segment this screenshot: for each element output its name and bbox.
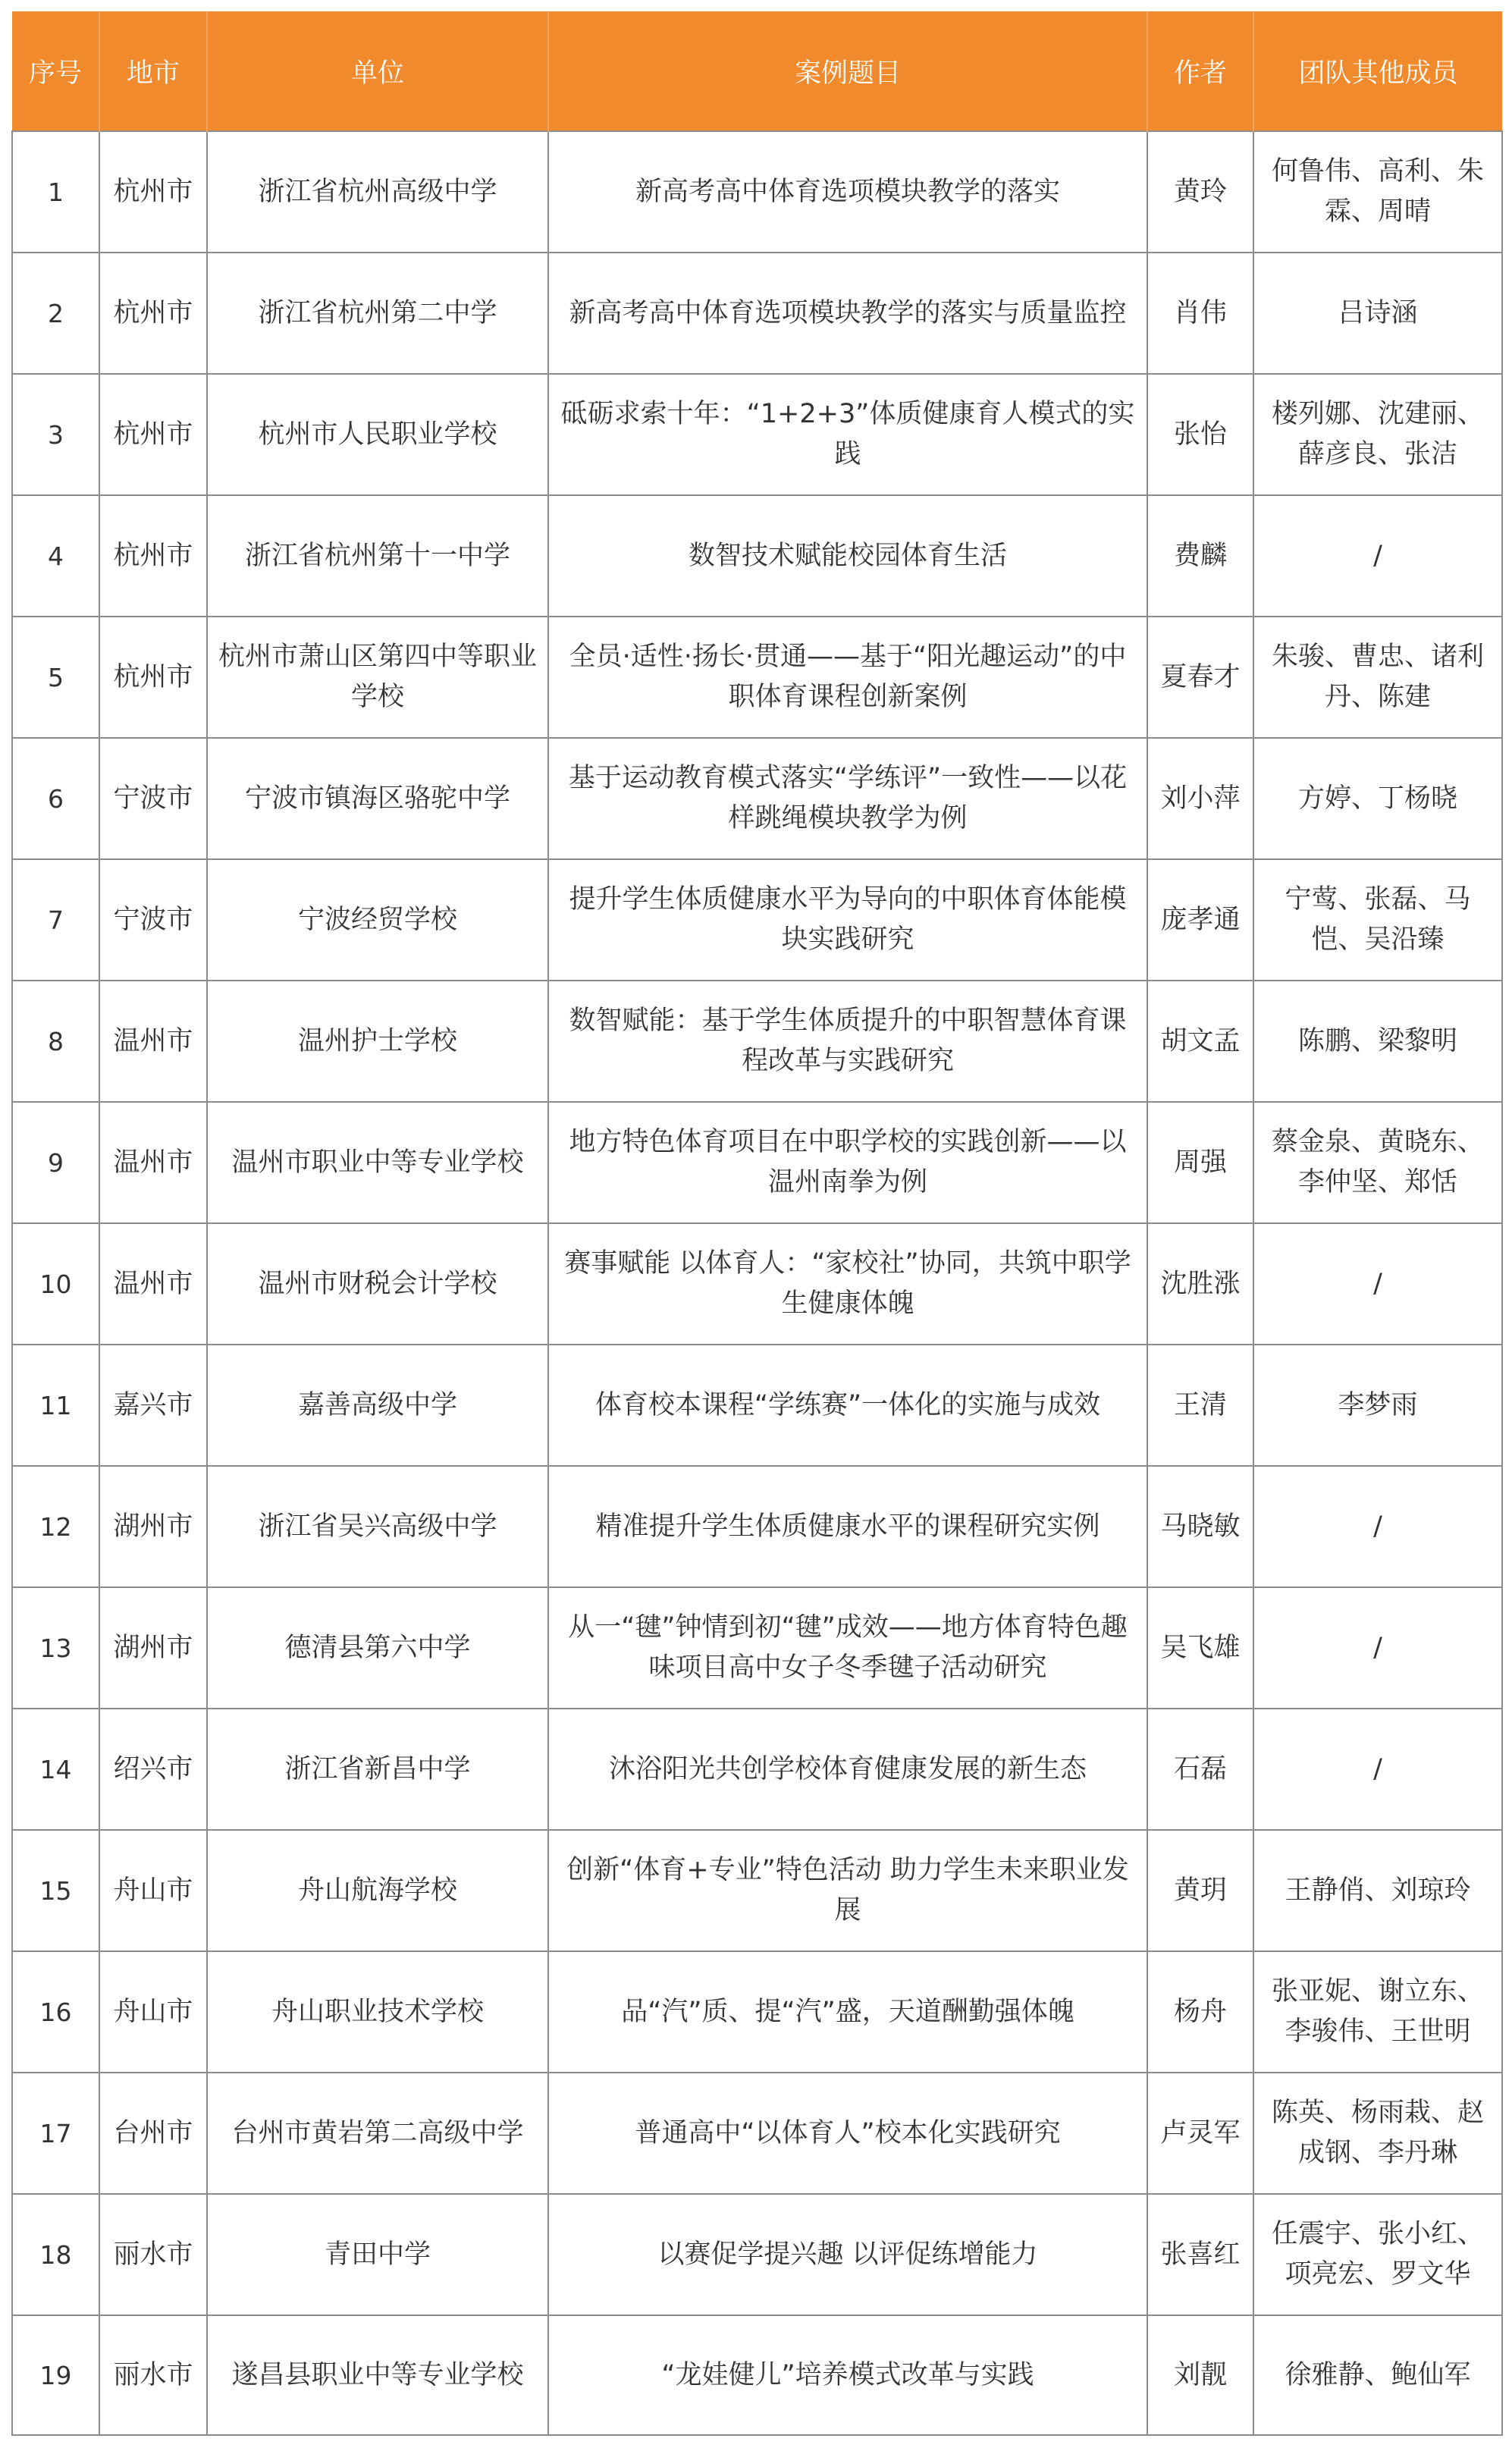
cell-author: 刘靓 bbox=[1147, 2315, 1253, 2435]
table-row bbox=[12, 2194, 1502, 2315]
cell-unit: 温州市职业中等专业学校 bbox=[207, 1102, 548, 1223]
cell-no: 5 bbox=[12, 617, 99, 738]
cell-city: 舟山市 bbox=[99, 1951, 207, 2073]
cell-unit: 嘉善高级中学 bbox=[207, 1345, 548, 1466]
cell-unit: 青田中学 bbox=[207, 2194, 548, 2315]
cell-city: 杭州市 bbox=[99, 131, 207, 253]
cell-no: 8 bbox=[12, 981, 99, 1102]
cell-unit: 温州市财税会计学校 bbox=[207, 1223, 548, 1345]
cell-unit: 杭州市萧山区第四中等职业学校 bbox=[207, 617, 548, 738]
cell-title: 赛事赋能 以体育人：“家校社”协同，共筑中职学生健康体魄 bbox=[548, 1223, 1147, 1345]
cell-unit: 杭州市人民职业学校 bbox=[207, 374, 548, 495]
cell-title: 基于运动教育模式落实“学练评”一致性——以花样跳绳模块教学为例 bbox=[548, 738, 1147, 859]
cell-title: 新高考高中体育选项模块教学的落实与质量监控 bbox=[548, 253, 1147, 374]
table-row bbox=[12, 1587, 1502, 1709]
cell-no: 16 bbox=[12, 1951, 99, 2073]
cell-title: 创新“体育+专业”特色活动 助力学生未来职业发展 bbox=[548, 1830, 1147, 1951]
case-list-table bbox=[11, 11, 1503, 2436]
cell-city: 温州市 bbox=[99, 1102, 207, 1223]
cell-title: 从一“毽”钟情到初“毽”成效——地方体育特色趣味项目高中女子冬季毽子活动研究 bbox=[548, 1587, 1147, 1709]
cell-unit: 遂昌县职业中等专业学校 bbox=[207, 2315, 548, 2435]
cell-unit: 宁波经贸学校 bbox=[207, 859, 548, 981]
cell-author: 马晓敏 bbox=[1147, 1466, 1253, 1587]
cell-title: 沐浴阳光共创学校体育健康发展的新生态 bbox=[548, 1709, 1147, 1830]
cell-no: 19 bbox=[12, 2315, 99, 2435]
cell-city: 温州市 bbox=[99, 1223, 207, 1345]
cell-team: 蔡金泉、黄晓东、李仲坚、郑恬 bbox=[1253, 1102, 1502, 1223]
cell-no: 9 bbox=[12, 1102, 99, 1223]
cell-team: 朱骏、曹忠、诸利丹、陈建 bbox=[1253, 617, 1502, 738]
cell-author: 夏春才 bbox=[1147, 617, 1253, 738]
cell-title: 数智赋能：基于学生体质提升的中职智慧体育课程改革与实践研究 bbox=[548, 981, 1147, 1102]
table-row bbox=[12, 495, 1502, 617]
cell-title: 全员·适性·扬长·贯通——基于“阳光趣运动”的中职体育课程创新案例 bbox=[548, 617, 1147, 738]
table-row bbox=[12, 374, 1502, 495]
cell-city: 丽水市 bbox=[99, 2315, 207, 2435]
case-list-table-container bbox=[11, 11, 1501, 2436]
cell-unit: 浙江省杭州第十一中学 bbox=[207, 495, 548, 617]
cell-title: 数智技术赋能校园体育生活 bbox=[548, 495, 1147, 617]
cell-team: / bbox=[1253, 1466, 1502, 1587]
cell-title: 精准提升学生体质健康水平的课程研究实例 bbox=[548, 1466, 1147, 1587]
table-row bbox=[12, 617, 1502, 738]
cell-team: 宁莺、张磊、马恺、吴沿臻 bbox=[1253, 859, 1502, 981]
cell-unit: 浙江省杭州第二中学 bbox=[207, 253, 548, 374]
cell-team: 王静俏、刘琼玲 bbox=[1253, 1830, 1502, 1951]
cell-title: 以赛促学提兴趣 以评促练增能力 bbox=[548, 2194, 1147, 2315]
cell-city: 丽水市 bbox=[99, 2194, 207, 2315]
cell-no: 4 bbox=[12, 495, 99, 617]
cell-team: / bbox=[1253, 1223, 1502, 1345]
cell-city: 舟山市 bbox=[99, 1830, 207, 1951]
cell-unit: 浙江省吴兴高级中学 bbox=[207, 1466, 548, 1587]
cell-city: 杭州市 bbox=[99, 253, 207, 374]
cell-team: / bbox=[1253, 1709, 1502, 1830]
cell-author: 卢灵军 bbox=[1147, 2073, 1253, 2194]
cell-author: 肖伟 bbox=[1147, 253, 1253, 374]
header-team: 团队其他成员 bbox=[1253, 11, 1502, 131]
header-row bbox=[12, 11, 1502, 131]
cell-unit: 台州市黄岩第二高级中学 bbox=[207, 2073, 548, 2194]
cell-unit: 德清县第六中学 bbox=[207, 1587, 548, 1709]
cell-title: 提升学生体质健康水平为导向的中职体育体能模块实践研究 bbox=[548, 859, 1147, 981]
cell-team: 楼列娜、沈建丽、薛彦良、张洁 bbox=[1253, 374, 1502, 495]
cell-no: 3 bbox=[12, 374, 99, 495]
cell-title: 体育校本课程“学练赛”一体化的实施与成效 bbox=[548, 1345, 1147, 1466]
cell-team: 张亚妮、谢立东、李骏伟、王世明 bbox=[1253, 1951, 1502, 2073]
table-row bbox=[12, 253, 1502, 374]
cell-no: 6 bbox=[12, 738, 99, 859]
header-title: 案例题目 bbox=[548, 11, 1147, 131]
table-row bbox=[12, 1466, 1502, 1587]
cell-author: 费麟 bbox=[1147, 495, 1253, 617]
cell-no: 11 bbox=[12, 1345, 99, 1466]
cell-city: 湖州市 bbox=[99, 1466, 207, 1587]
cell-no: 15 bbox=[12, 1830, 99, 1951]
cell-no: 12 bbox=[12, 1466, 99, 1587]
cell-title: 砥砺求索十年：“1+2+3”体质健康育人模式的实践 bbox=[548, 374, 1147, 495]
cell-team: 陈鹏、梁黎明 bbox=[1253, 981, 1502, 1102]
cell-no: 13 bbox=[12, 1587, 99, 1709]
table-row bbox=[12, 859, 1502, 981]
cell-author: 刘小萍 bbox=[1147, 738, 1253, 859]
table-header bbox=[12, 11, 1502, 131]
cell-team: 陈英、杨雨栽、赵成钢、李丹琳 bbox=[1253, 2073, 1502, 2194]
cell-unit: 舟山职业技术学校 bbox=[207, 1951, 548, 2073]
cell-unit: 浙江省新昌中学 bbox=[207, 1709, 548, 1830]
cell-author: 胡文孟 bbox=[1147, 981, 1253, 1102]
cell-team: 何鲁伟、高利、朱霖、周晴 bbox=[1253, 131, 1502, 253]
cell-no: 10 bbox=[12, 1223, 99, 1345]
cell-title: 新高考高中体育选项模块教学的落实 bbox=[548, 131, 1147, 253]
cell-unit: 温州护士学校 bbox=[207, 981, 548, 1102]
cell-city: 嘉兴市 bbox=[99, 1345, 207, 1466]
cell-city: 温州市 bbox=[99, 981, 207, 1102]
cell-city: 杭州市 bbox=[99, 617, 207, 738]
cell-author: 吴飞雄 bbox=[1147, 1587, 1253, 1709]
table-row bbox=[12, 2073, 1502, 2194]
cell-no: 18 bbox=[12, 2194, 99, 2315]
cell-team: 徐雅静、鲍仙军 bbox=[1253, 2315, 1502, 2435]
table-row bbox=[12, 1102, 1502, 1223]
cell-no: 1 bbox=[12, 131, 99, 253]
cell-title: “龙娃健儿”培养模式改革与实践 bbox=[548, 2315, 1147, 2435]
table-row bbox=[12, 1223, 1502, 1345]
table-row bbox=[12, 131, 1502, 253]
cell-no: 17 bbox=[12, 2073, 99, 2194]
table-row bbox=[12, 981, 1502, 1102]
cell-no: 14 bbox=[12, 1709, 99, 1830]
cell-city: 宁波市 bbox=[99, 738, 207, 859]
cell-author: 黄玲 bbox=[1147, 131, 1253, 253]
cell-author: 黄玥 bbox=[1147, 1830, 1253, 1951]
cell-city: 台州市 bbox=[99, 2073, 207, 2194]
cell-title: 普通高中“以体育人”校本化实践研究 bbox=[548, 2073, 1147, 2194]
cell-author: 庞孝通 bbox=[1147, 859, 1253, 981]
cell-author: 杨舟 bbox=[1147, 1951, 1253, 2073]
cell-city: 杭州市 bbox=[99, 495, 207, 617]
cell-unit: 浙江省杭州高级中学 bbox=[207, 131, 548, 253]
cell-team: 李梦雨 bbox=[1253, 1345, 1502, 1466]
cell-team: / bbox=[1253, 1587, 1502, 1709]
cell-title: 地方特色体育项目在中职学校的实践创新——以温州南拳为例 bbox=[548, 1102, 1147, 1223]
cell-author: 张怡 bbox=[1147, 374, 1253, 495]
cell-author: 周强 bbox=[1147, 1102, 1253, 1223]
cell-team: 方婷、丁杨晓 bbox=[1253, 738, 1502, 859]
cell-author: 石磊 bbox=[1147, 1709, 1253, 1830]
cell-no: 7 bbox=[12, 859, 99, 981]
cell-team: 吕诗涵 bbox=[1253, 253, 1502, 374]
cell-author: 张喜红 bbox=[1147, 2194, 1253, 2315]
header-author: 作者 bbox=[1147, 11, 1253, 131]
cell-team: / bbox=[1253, 495, 1502, 617]
cell-unit: 宁波市镇海区骆驼中学 bbox=[207, 738, 548, 859]
cell-title: 品“汽”质、提“汽”盛，天道酬勤强体魄 bbox=[548, 1951, 1147, 2073]
table-row bbox=[12, 1709, 1502, 1830]
table-row bbox=[12, 1345, 1502, 1466]
table-row bbox=[12, 2315, 1502, 2435]
cell-no: 2 bbox=[12, 253, 99, 374]
cell-city: 绍兴市 bbox=[99, 1709, 207, 1830]
table-row bbox=[12, 738, 1502, 859]
cell-city: 湖州市 bbox=[99, 1587, 207, 1709]
cell-unit: 舟山航海学校 bbox=[207, 1830, 548, 1951]
header-no: 序号 bbox=[12, 11, 99, 131]
cell-city: 杭州市 bbox=[99, 374, 207, 495]
cell-team: 任震宇、张小红、项亮宏、罗文华 bbox=[1253, 2194, 1502, 2315]
table-row bbox=[12, 1830, 1502, 1951]
header-city: 地市 bbox=[99, 11, 207, 131]
cell-author: 沈胜涨 bbox=[1147, 1223, 1253, 1345]
table-row bbox=[12, 1951, 1502, 2073]
cell-city: 宁波市 bbox=[99, 859, 207, 981]
cell-author: 王清 bbox=[1147, 1345, 1253, 1466]
header-unit: 单位 bbox=[207, 11, 548, 131]
table-body bbox=[12, 131, 1502, 2435]
